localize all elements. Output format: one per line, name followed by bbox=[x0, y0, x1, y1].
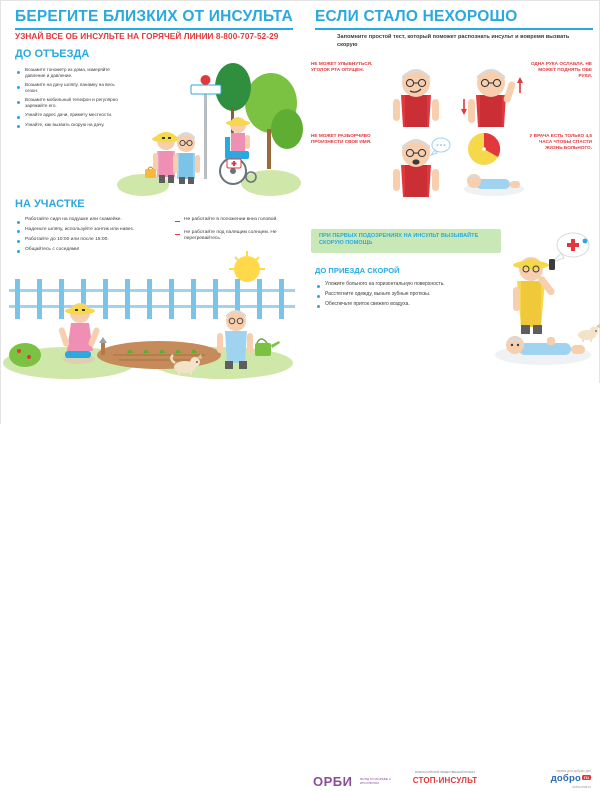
dobro-ru-badge: ru bbox=[584, 775, 589, 780]
stop-wordmark: СТОП-ИНСУЛЬТ bbox=[412, 776, 478, 786]
logo-orbi bbox=[313, 773, 404, 791]
figure-caller bbox=[513, 257, 556, 334]
section-before-ambulance-title: ДО ПРИЕЗДА СКОРОЙ bbox=[315, 266, 400, 275]
symptom-cell-smile bbox=[311, 59, 452, 129]
symptom-grid bbox=[311, 59, 593, 199]
figure-patient bbox=[495, 336, 591, 365]
callout-text: ПРИ ПЕРВЫХ ПОДОЗРЕНИЯХ НА ИНСУЛЬТ ВЫЗЫВАЙТЕ СКОРУЮ ПОМОЩЬ bbox=[319, 233, 479, 247]
dog-small bbox=[578, 324, 600, 343]
symptom-cell-speech bbox=[311, 131, 452, 201]
fence bbox=[9, 279, 295, 319]
symptom-caption: У ВРАЧА ЕСТЬ ТОЛЬКО 4,5 ЧАСА ЧТОБЫ СПАСТИ ЖИЗНЬ БОЛЬНОГО. bbox=[529, 133, 592, 150]
list-item: Обеспечьте приток свежего воздуха. bbox=[317, 301, 457, 307]
dobro-lead: сервис для добрых дел bbox=[556, 769, 591, 773]
orbi-subtitle: ФОНД ПО БОРЬБЕ С ИНСУЛЬТОМ bbox=[359, 777, 392, 785]
symptom-arms-illustration bbox=[454, 59, 526, 129]
right-title-divider bbox=[315, 28, 593, 30]
list-item: Узнайте, как вызвать скорую на дачу. bbox=[17, 122, 125, 128]
list-item: Уложите больного на горизонтальную поверхность. bbox=[317, 281, 457, 287]
list-item: Работайте сидя на подушке или скамейке. bbox=[17, 217, 165, 223]
list-item: Не работайте под палящим солнцем. Не перегревайтесь. bbox=[175, 230, 295, 242]
before-ambulance-list bbox=[317, 281, 457, 311]
list-item: Общайтесь с соседями! bbox=[17, 247, 165, 253]
list-item: Возьмите тонометр из дома, измеряйте давление и давление. bbox=[17, 67, 125, 78]
stop-subtitle: ВСЕРОССИЙСКИЙ ОБЩЕСТВЕННЫЙ ПРОЕКТ bbox=[414, 771, 476, 774]
list-item: Узнайте адрес дачи, примету местности. bbox=[17, 112, 125, 118]
symptom-caption: НЕ МОЖЕТ УЛЫБНУТЬСЯ. УГОЛОК РТА ОПУЩЕН. bbox=[311, 61, 373, 72]
symptom-caption: НЕ МОЖЕТ РАЗБОРЧИВО ПРОИЗНЕСТИ СВОЕ ИМЯ. bbox=[311, 133, 372, 144]
illustration-garden bbox=[9, 259, 295, 379]
symptom-cell-arms bbox=[452, 59, 593, 129]
illustration-departure bbox=[121, 59, 297, 199]
logo-stop-insult bbox=[403, 771, 487, 785]
list-item: Возьмите мобильный телефон и регулярно заряжайте его. bbox=[17, 97, 125, 108]
callout-emergency bbox=[311, 229, 501, 253]
page-title: БЕРЕГИТЕ БЛИЗКИХ ОТ ИНСУЛЬТА bbox=[15, 8, 293, 25]
right-title: ЕСЛИ СТАЛО НЕХОРОШО bbox=[315, 8, 518, 25]
plot-list bbox=[17, 217, 165, 257]
dobro-wordmark bbox=[499, 773, 591, 784]
hotline-text: УЗНАЙ ВСЕ ОБ ИНСУЛЬТЕ НА ГОРЯЧЕЙ ЛИНИИ 8-800-707-52-29 bbox=[15, 32, 279, 41]
symptom-cell-time bbox=[452, 131, 593, 201]
section-plot-title: НА УЧАСТКЕ bbox=[15, 198, 85, 210]
list-item: Наденьте шляпу, используйте зонтик или навес. bbox=[17, 227, 165, 233]
symptom-speech-illustration bbox=[381, 131, 451, 199]
list-item: Возьмите на дачу шляпу, панамку на весь сезон. bbox=[17, 82, 125, 93]
departure-scene-svg bbox=[121, 59, 297, 199]
section-departure-title: ДО ОТЪЕЗДА bbox=[15, 48, 90, 60]
symptom-smile-illustration bbox=[381, 59, 451, 129]
list-item: Работайте до 10:00 или после 15:00. bbox=[17, 237, 165, 243]
list-item: Не работайте в положении вниз головой. bbox=[175, 217, 295, 223]
departure-list bbox=[17, 67, 125, 131]
garden-scene-svg bbox=[9, 259, 295, 379]
title-divider bbox=[15, 28, 293, 30]
dobro-url: dobro.mail.ru bbox=[572, 785, 591, 789]
illustration-call-ambulance bbox=[487, 231, 599, 371]
footer bbox=[1, 383, 601, 789]
list-item: Расстегните одежду, выньте зубные протезы. bbox=[317, 291, 457, 297]
call-scene-svg bbox=[487, 231, 599, 371]
left-column bbox=[1, 1, 301, 425]
logo-dobro-mail bbox=[499, 769, 591, 789]
dobro-word-text: добро bbox=[550, 773, 581, 784]
orbi-wordmark: ОРБИ bbox=[313, 774, 353, 789]
right-column bbox=[301, 1, 601, 425]
symptom-caption: ОДНА РУКА ОСЛАБЛА. НЕ МОЖЕТ ПОДНЯТЬ ОБЕ РУКИ. bbox=[530, 61, 592, 78]
plot-dont-list bbox=[175, 217, 295, 249]
symptom-clock-illustration bbox=[454, 131, 526, 199]
right-intro: Запомните простой тест, который поможет распознать инсульт и вовремя вызвать скорую bbox=[337, 34, 570, 48]
